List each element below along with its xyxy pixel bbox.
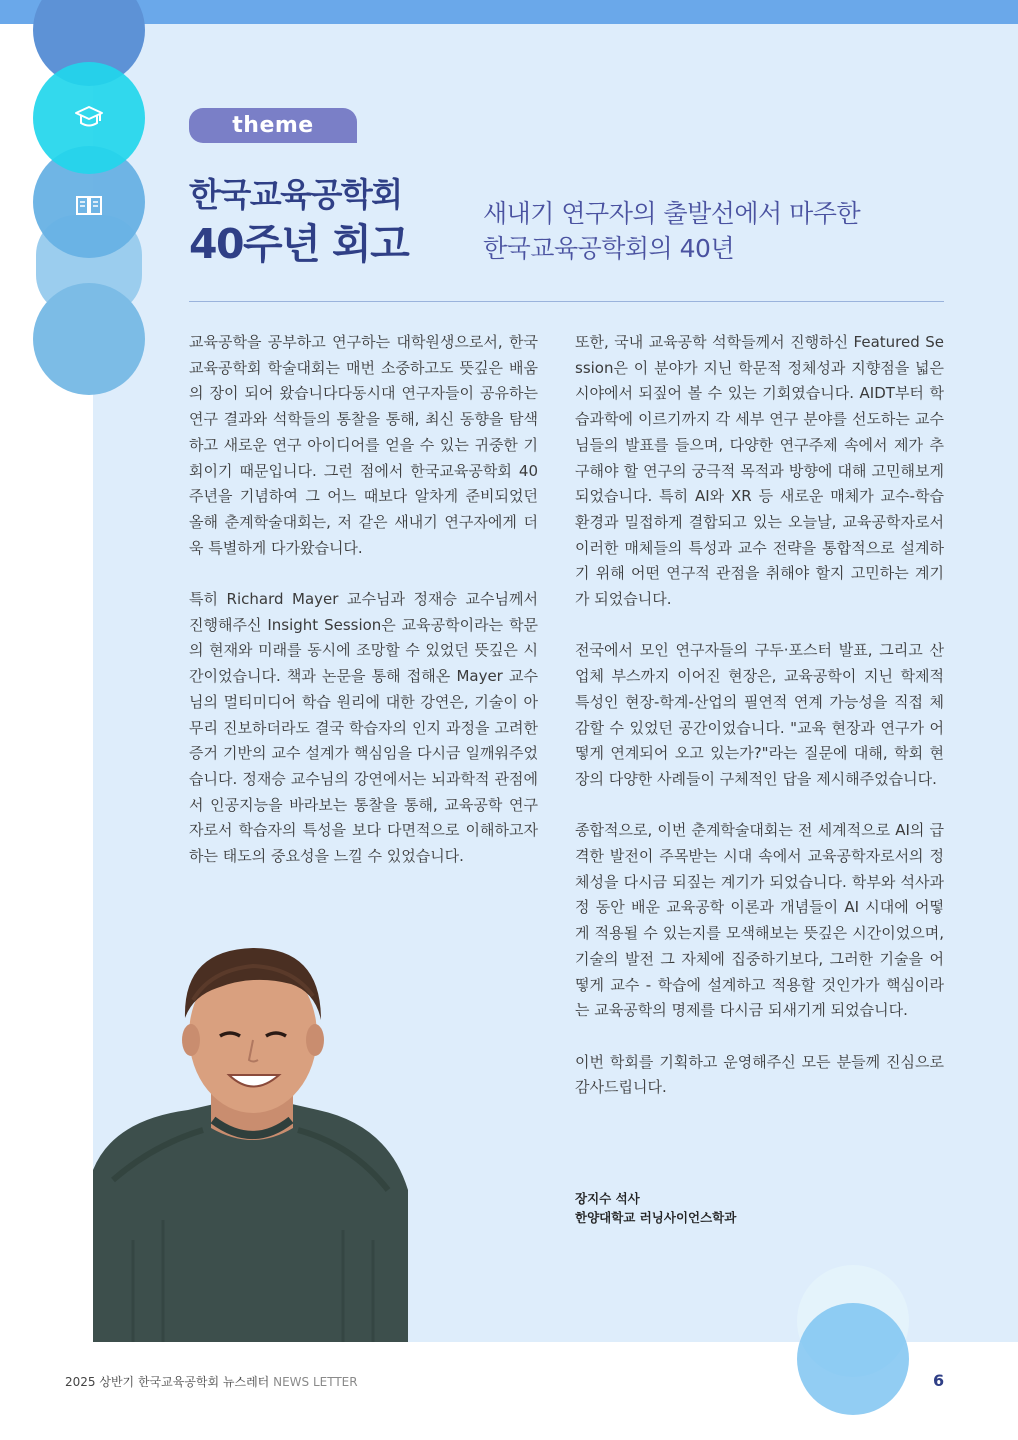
- footer: [65, 1373, 358, 1390]
- subtitle-line-1: 새내기 연구자의 출발선에서 마주한: [483, 199, 861, 228]
- open-book-icon: [69, 188, 109, 222]
- footer-text: 2025 상반기 한국교육공학회 뉴스레터: [65, 1375, 270, 1389]
- author-name: 장지수 석사: [575, 1191, 640, 1206]
- page-number: 6: [933, 1371, 945, 1390]
- deco-circle-bottom: [33, 283, 145, 395]
- footer-tag: NEWS LETTER: [273, 1375, 358, 1389]
- paragraph: 특히 Richard Mayer 교수님과 정재승 교수님께서 진행해주신 Insight Session은 교육공학이라는 학문의 현재와 미래를 동시에 조망할 수 있었던 뜻깊은 시간이었습니다. 책과 논문을 통해 접해온 Mayer 교수님의 멀티미디어 학습 원리에 대한 강연은, 기술이 아무리 진보하더라도 결국 학습자의 인지 과정을 고려한 증거 기반의 교수 설계가 핵심임을 다시금 일깨워주었습니다. 정재승 교수님의 강연에서는 뇌과학적 관점에서 인공지능을 바라보는 통찰을 통해, 교육공학 연구자로서 학습자의 특성을 보다 다면적으로 이해하고자 하는 태도의 중요성을 느낄 수 있었습니다.: [189, 590, 538, 866]
- body-column-left: [189, 330, 538, 895]
- paragraph: 이번 학회를 기획하고 운영해주신 모든 분들께 진심으로 감사드립니다.: [575, 1052, 944, 1097]
- author-photo: [93, 940, 408, 1342]
- paragraph: 또한, 국내 교육공학 석학들께서 진행하신 Featured Session은 이 분야가 지닌 학문적 정체성과 지향점을 넓은 시야에서 되짚어 볼 수 있는 기회였습니다. AIDT부터 학습과학에 이르기까지 각 세부 연구 분야를 선도하는 교수님들의 발표를 들으며, 다양한 연구주제 속에서 제가 추구해야 할 연구의 궁극적 목적과 방향에 대해 고민해보게 되었습니다. 특히 AI와 XR 등 새로운 매체가 교수-학습 환경과 밀접하게 결합되고 있는 오늘날, 교육공학자로서 이러한 매체들의 특성과 교수 전략을 통합적으로 설계하기 위해 어떤 연구적 관점을 취해야 할지 고민하는 계기가 되었습니다.: [575, 333, 944, 609]
- subtitle-line-2: 한국교육공학회의 40년: [483, 234, 735, 263]
- graduation-cap-icon: [69, 100, 109, 134]
- paragraph: 종합적으로, 이번 춘계학술대회는 전 세계적으로 AI의 급격한 발전이 주목받는 시대 속에서 교육공학자로서의 정체성을 다시금 되짚는 계기가 되었습니다. 학부와 석사과정 동안 배운 교육공학 이론과 개념들이 AI 시대에 어떻게 적용될 수 있는지를 모색해보는 뜻깊은 시간이었으며, 기술의 발전 그 자체에 집중하기보다, 그러한 기술을 어떻게 교수 - 학습에 설계하고 적용할 것인가가 핵심이라는 교육공학의 명제를 다시금 되새기게 되었습니다.: [575, 821, 944, 1020]
- author-byline: [575, 1189, 736, 1227]
- paragraph: 교육공학을 공부하고 연구하는 대학원생으로서, 한국교육공학회 학술대회는 매번 소중하고도 뜻깊은 배움의 장이 되어 왔습니다다동시대 연구자들이 공유하는 연구 결과와 석학들의 통찰을 통해, 최신 동향을 탐색하고 새로운 연구 아이디어를 얻을 수 있는 귀중한 기회이기 때문입니다. 그런 점에서 한국교육공학회 40주년을 기념하여 그 어느 때보다 알차게 준비되었던 올해 춘계학술대회는, 저 같은 새내기 연구자에게 더욱 특별하게 다가왔습니다.: [189, 333, 538, 557]
- page-title: [189, 172, 408, 270]
- top-bar: [0, 0, 1018, 24]
- deco-circle-blue: [797, 1303, 909, 1415]
- body-column-right: [575, 330, 944, 1127]
- title-line-2: 40주년 회고: [189, 220, 409, 268]
- divider: [189, 301, 944, 302]
- subtitle: [483, 196, 860, 266]
- theme-tag: theme: [189, 108, 357, 143]
- author-affiliation: 한양대학교 러닝사이언스학과: [575, 1210, 737, 1225]
- title-line-1: 한국교육공학회: [189, 175, 402, 214]
- paragraph: 전국에서 모인 연구자들의 구두·포스터 발표, 그리고 산업체 부스까지 이어진 현장은, 교육공학이 지닌 학제적 특성인 현장-학계-산업의 필연적 연계 가능성을 직접 체감할 수 있었던 공간이었습니다. "교육 현장과 연구가 어떻게 연계되어 오고 있는가?"라는 질문에 대해, 학회 현장의 다양한 사례들이 구체적인 답을 제시해주었습니다.: [575, 641, 944, 788]
